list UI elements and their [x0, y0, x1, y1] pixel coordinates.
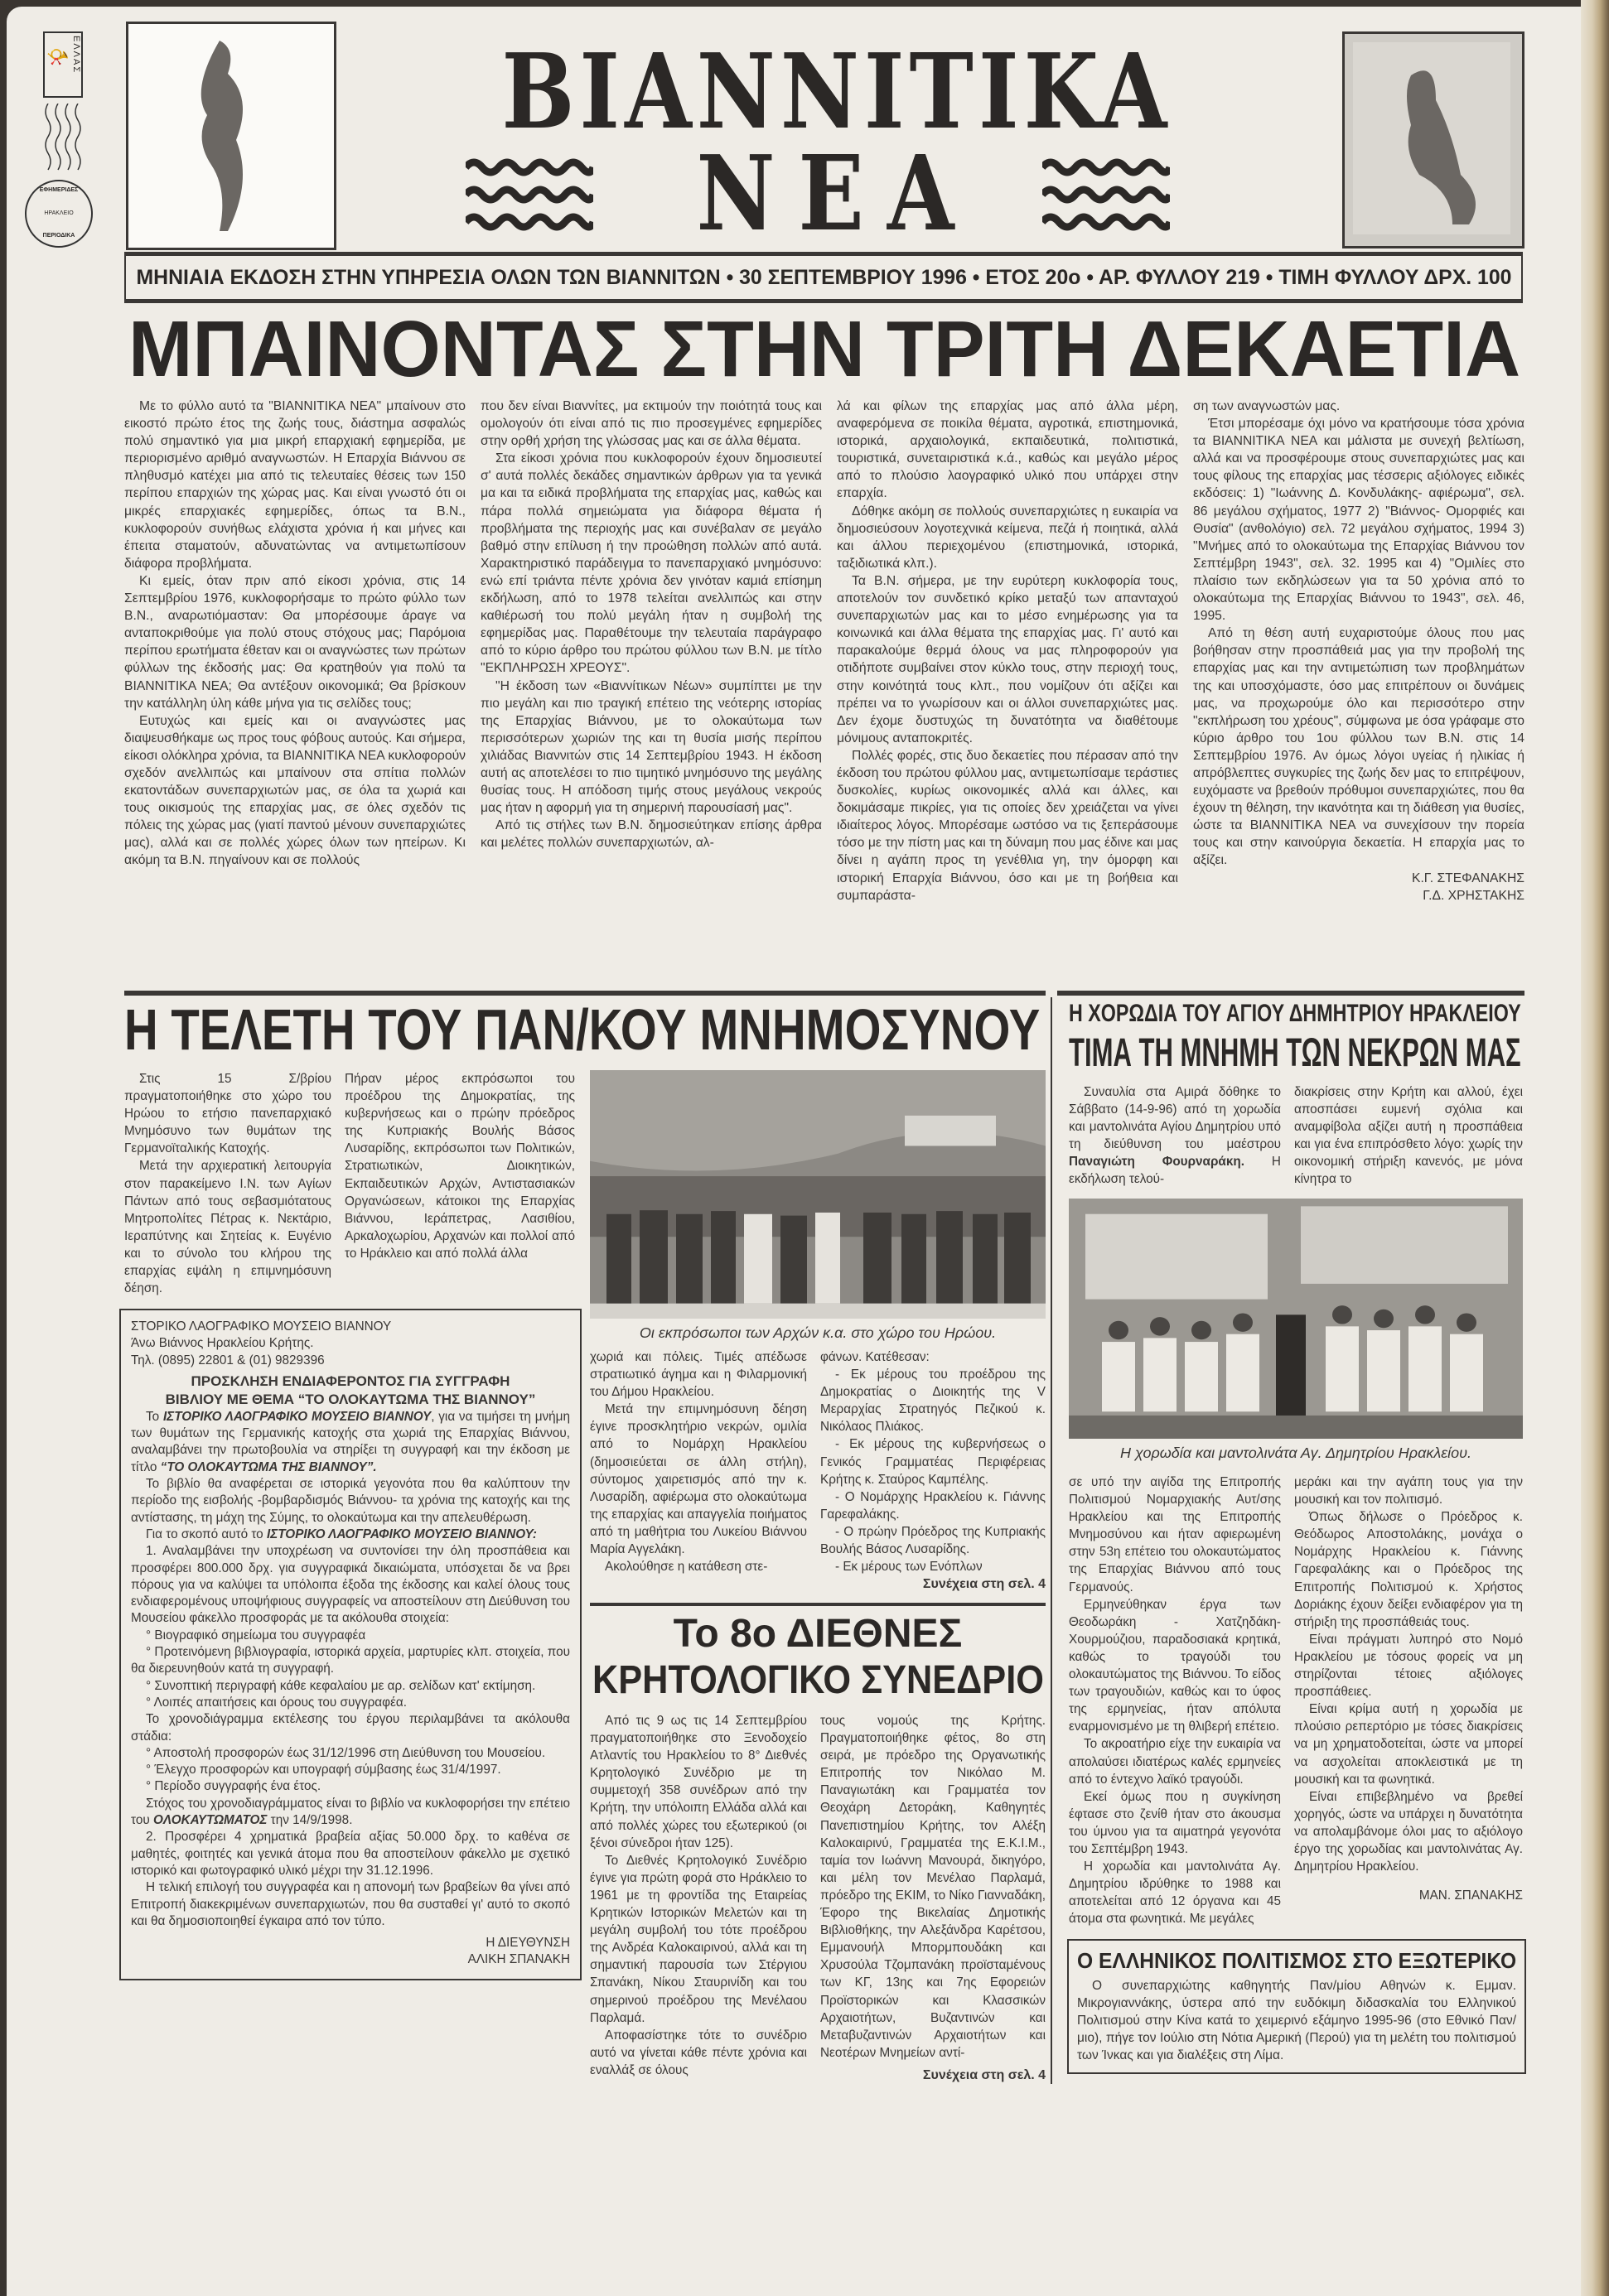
notice-paragraph: 2. Προσφέρει 4 χρηματικά βραβεία αξίας 50.000 δρχ. το καθένα σε μαθητές, φοιτητές και γενικά άτομα που θα αποστείλουν φάκελλο με σχετικό ιστορικό και φωτογραφικό υλικό μέχρι την 31.12.1996.: [131, 1830, 570, 1878]
dateline-text: ΜΗΝΙΑΙΑ ΕΚΔΟΣΗ ΣΤΗΝ ΥΠΗΡΕΣΙΑ ΟΛΩΝ ΤΩΝ ΒΙΑΝΝΙΤΩΝ • 30 ΣΕΠΤΕΜΒΡΙΟΥ 1996 • ΕΤΟΣ 20ο • ΑΡ. ΦΥΛΛΟΥ 219 • ΤΙΜΗ ΦΥΛΛΟΥ ΔΡΧ. 100: [136, 265, 1511, 289]
notice-title-line-1: ΠΡΟΣΚΛΗΣΗ ΕΝΔΙΑΦΕΡΟΝΤΟΣ ΓΙΑ ΣΥΓΓΡΑΦΗ: [191, 1372, 510, 1389]
memorial-photo: [590, 1070, 1046, 1319]
lead-paragraph: "Η έκδοση των «Βιαννίτικων Νέων» συμπίπτει με την πιο μεγάλη και πιο τραγική επέτειο της νεότερης ιστορίας της Επαρχίας Βιάννου, με το ολοκαύτωμα των περισσότερων χωριών της και τη θυσία μισής περίπου χιλιάδας Βιαννιτών στις 14 Σεπτεμβρίου 1943. Η έκδοση αυτή ας αποτελέσει το πιο τιμητικό μνημόσυνο της μεγάλης θυσίας τους. Η απόδοση τιμής στους μεγάλους νεκρούς μας ήταν η αφορμή για τη σημερινή παρουσίασή μας".: [481, 678, 822, 816]
lead-headline-wrap: [124, 305, 1524, 393]
notice-signature: ΑΛΙΚΗ ΣΠΑΝΑΚΗ: [467, 1952, 570, 1967]
choir-photo-caption: Η χορωδία και μαντολινάτα Αγ. Δημητρίου Ηρακλείου.: [1119, 1445, 1472, 1461]
congress-paragraph: Το Διεθνές Κρητολογικό Συνέδριο έγινε για πρώτη φορά στο Ηράκλειο το 1961 με τη φροντίδα της Εταιρείας Κρητικών Ιστορικών Μελετών και τη μεγάλη συμβολή του τότε προέδρου της Ανδρέα Καλοκαιρινού, αλλά και τη σημαντική παρουσία των Στέργιου Σπανάκη, Νίκου Σταυρινίδη και του σημερινού προέδρου της Μενέλαου Παρλαμά.: [590, 1853, 807, 2025]
congress-headline: [590, 1611, 1046, 1704]
postmark-bottom-text: ΠΕΡΙΟΔΙΚΑ: [42, 233, 75, 239]
lead-paragraph: Έτσι μπορέσαμε όχι μόνο να κρατήσουμε τόσα χρόνια τα ΒΙΑΝΝΙΤΙΚΑ ΝΕΑ και μάλιστα με συνεχή βελτίωση, αλλά και να προσφέρουμε στους συνεπαρχιώτες μας και τους φίλους της επαρχίας μας τέσσερις αξιόλογες ειδικές εκδόσεις: 1) "Ιωάννης Δ. Κονδυλάκης- αφιέρωμα", σελ. 86 μεγάλου σχήματος, 1977 2) "Βιάννος- Ομορφιές και Θυσία" (ανθολόγιο) σελ. 72 μεγάλου σχήματος, 1994 3) "Μνήμες από το ολοκαύτωμα της Επαρχίας Βιάννου τον Σεπτέμβρη 1943", σελ. 32. 1995 και 4) "Ομιλίες στο πλαίσιο των εκδηλώσεων για τα 50 χρόνια από το ολοκαύτωμα της Επαρχίας Βιάννου το 1943", σελ. 46, 1995.: [1193, 417, 1524, 624]
choir-column-2: [1294, 1474, 1523, 1904]
memorial-paragraph: - Εκ μέρους της κυβερνήσεως ο Γενικός Γραμματέας Περιφέρειας Κρήτης κ. Σταύρος Καμπέλης.: [820, 1437, 1046, 1487]
choir-photo: [1069, 1199, 1523, 1439]
wave-ornament-right-icon: [1042, 157, 1170, 232]
lead-paragraph: ση των αναγνωστών μας.: [1193, 399, 1341, 413]
choir-paragraph: Η χορωδία και μαντολινάτα Αγ. Δημητρίου ιδρύθηκε το 1988 και αποτελείται από 12 όργανα και 45 άτομα στα φωνητικά. Με μεγάλες: [1069, 1859, 1281, 1927]
choir-paragraph: Είναι κρίμα αυτή η χορωδία με πλούσιο ρεπερτόριο με τόσες διακρίσεις να μη χρηματοδοτείται, ώστε να μπορεί να ασχολείται αποκλειστικά με τη μουσική και τα φωνητικά.: [1294, 1702, 1523, 1787]
congress-paragraph: Από τις 9 ως τις 14 Σεπτεμβρίου πραγματοποιήθηκε στο Ξενοδοχείο Ατλαντίς του Ηρακλείου το 8° Διεθνές Κρητολογικό Συνέδριο με τη συμμετοχή 358 συνέδρων από την Κρήτη, την υπόλοιπη Ελλάδα αλλά και από πολλές χώρες του εξωτερικού (οι ξένοι σύνεδροι ήταν 125).: [590, 1714, 807, 1850]
memorial-column-1: [124, 1070, 331, 1297]
choir-kicker: Η ΧΟΡΩΔΙΑ ΤΟΥ ΑΓΙΟΥ ΔΗΜΗΤΡΙΟΥ ΗΡΑΚΛΕΙΟΥ: [1069, 1000, 1521, 1027]
lead-paragraph: που δεν είναι Βιαννίτες, μα εκτιμούν την ποιότητά τους και ομολογούν ότι είναι από τις πιο προσεγμένες εφημερίδες στην ορθή χρήση της γλώσσας μας και σε άλλα θέματα.: [481, 399, 822, 449]
notice-bullet: ° Αποστολή προσφορών έως 31/12/1996 στη Διεύθυνση του Μουσείου.: [146, 1745, 546, 1760]
notice-bullet: ° Έλεγχο προσφορών και υπογραφή σύμβασης έως 31/4/1997.: [146, 1763, 501, 1777]
continued-link[interactable]: Συνέχεια στη σελ. 4: [922, 2067, 1046, 2082]
continued-link[interactable]: Συνέχεια στη σελ. 4: [922, 1577, 1046, 1592]
notice-text: την 14/9/1998.: [267, 1813, 353, 1828]
memorial-paragraph: Πήραν μέρος εκπρόσωποι του προέδρου της Δημοκρατίας, της κυβερνήσεως και ο πρώην πρόεδρος της Κυπριακής Βουλής Βάσος Λυσαρίδης, εκπρόσωποι των Πολιτικών, Στρατιωτικών, Διοικητικών, Εκπαιδευτικών Αρχών, Αντιστασιακών Οργανώσεων, κάτοικοι της Επαρχίας Βιάννου, Ιεράπετρας, Λασιθίου, Αρκαλοχωρίου, Αρχανών και πολλοί από το Ηράκλειο και από πολλά άλλα: [345, 1072, 575, 1261]
lead-article-column-3: [837, 398, 1178, 904]
congress-column-2: [820, 1712, 1046, 2084]
museum-name: ΣΤΟΡΙΚΟ ΛΑΟΓΡΑΦΙΚΟ ΜΟΥΣΕΙΟ ΒΙΑΝΝΟΥ: [131, 1319, 392, 1334]
author-signature: Γ.Δ. ΧΡΗΣΤΑΚΗΣ: [1423, 888, 1524, 903]
notice-paragraph: 1. Αναλαμβάνει την υποχρέωση να συντονίσει την όλη προσπάθεια και προσφέρει 800.000 δρχ. για συγγραφικά δικαιώματα, υπόσχεται δε να βρει πόρους για να καλύψει τα υπόλοιπα έξοδα της έκδοσης και καλεί όλους τους ενδιαφερομένους υποψήφιους συγγραφείς να αποστείλουν στη Διεύθυνση του Μουσείου φάκελλο προσφοράς με τα ακόλουθα στοιχεία:: [131, 1544, 570, 1626]
culture-headline: Ο ΕΛΛΗΝΙΚΟΣ ΠΟΛΙΤΙΣΜΟΣ ΣΤΟ ΕΞΩΤΕΡΙΚΟ: [1076, 1948, 1517, 1973]
book-title-emphasis: “ΤΟ ΟΛΟΚΑΥΤΩΜΑ ΤΗΣ ΒΙΑΝΝΟΥ”.: [160, 1459, 377, 1474]
choir-paragraph: Εκεί όμως που η συγκίνηση έφτασε στο ζενίθ ήταν στο άκουσμα του ύμνου για τα αιματηρά γεγονότα του Σεπτέμβρη 1943.: [1069, 1789, 1281, 1856]
bull-leaper-figure-icon: [1345, 34, 1522, 246]
memorial-paragraph: φάνων. Κατέθεσαν:: [820, 1350, 930, 1364]
memorial-paragraph: - Εκ μέρους των Ενόπλων: [835, 1560, 983, 1575]
author-signature: Κ.Γ. ΣΤΕΦΑΝΑΚΗΣ: [1411, 871, 1524, 885]
section-divider: [124, 991, 1046, 996]
postmark-top-text: ΕΦΗΜΕΡΙΔΕΣ: [39, 187, 79, 193]
postmark-center-text: ΗΡΑΚΛΕΙΟ: [44, 210, 74, 216]
postmark-stamp: [25, 180, 93, 248]
choir-text: Η εκδήλωση τελού-: [1069, 1155, 1281, 1187]
notice-text: Για το σκοπό αυτό το: [146, 1527, 267, 1541]
notice-title-line-2: ΒΙΒΛΙΟΥ ΜΕ ΘΕΜΑ “ΤΟ ΟΛΟΚΑΥΤΩΜΑ ΤΗΣ ΒΙΑΝΝΟΥ”: [165, 1391, 536, 1407]
crowd-photo-icon: [590, 1070, 1046, 1319]
memorial-headline-wrap: [124, 997, 1046, 1062]
cancellation-waves-icon: [41, 104, 83, 174]
dateline-bar: [124, 252, 1523, 303]
choir-group-photo-icon: [1069, 1199, 1523, 1439]
choir-paragraph: Είναι επιβεβλημένο να βρεθεί χορηγός, ώστε να υπάρχει η δυνατότητα να απολαμβάνομε όλοι μας το αξιόλογο έργο της χορωδίας και μαντολινάτας Αγ. Δημητρίου Ηρακλείου.: [1294, 1789, 1523, 1874]
page-edge: [1581, 0, 1609, 2296]
choir-column-1: [1069, 1474, 1281, 1927]
column-divider: [1051, 997, 1052, 2084]
choir-paragraph: διακρίσεις στην Κρήτη και αλλού, έχει αποσπάσει ευμενή σχόλια και αναμφίβολα αξίζει αυτή η προσπάθεια και για ένα επιπρόσθετο λόγο: χωρίς την οικονομική στήριξη κανενός, με μόνα κίνητρα το: [1294, 1085, 1523, 1187]
lead-article-column-4: [1193, 398, 1524, 904]
section-divider: [1057, 991, 1524, 996]
lead-paragraph: Στα είκοσι χρόνια που κυκλοφορούν έχουν δημοσιευτεί σ' αυτά πολλές δεκάδες σημαντικών άρθρων για τα γενικά μα και τα ειδικά προβλήματα της επαρχίας μας, καθώς και πάρα πολλά σημειώματα για διάφορα θέματα ή προβλήματα της περιοχής μας και συνέβαλαν σε μεγάλο βαθμό στην επίλυση ή την προώθηση πολλών από αυτά. Χαρακτηριστικό παράδειγμα το πανεπαρχιακό μνημόσυνο: ενώ επί τριάντα πέντε χρόνια δεν γινόταν καμιά επίσημη εκδήλωση, από το 1978 τελείται ανελλιπώς και στην καθιέρωσή του πολύ μεγάλη ήταν η συμβολή της εφημερίδας μας. Παραθέτουμε την τελευταία παράγραφο από το κύριο άρθρο του πρώτου φύλλου των Β.Ν. με τίτλο "ΕΚΠΛΗΡΩΣΗ ΧΡΕΟΥΣ".: [481, 451, 822, 676]
choir-text: Συναυλία στα Αμιρά δόθηκε το Σάββατο (14-9-96) από τη χορωδία και μαντολινάτα Αγίου Δημητρίου υπό τη διεύθυνση του μαέστρου: [1069, 1085, 1281, 1152]
lead-paragraph: Δόθηκε ακόμη σε πολλούς συνεπαρχιώτες η ευκαιρία να δημοσιεύσουν λογοτεχνικά κείμενα, πεζά ή ποιητικά, αλλά και άλλου περιεχομένου (επιστημονικά, ιστορικά, ταξιδιωτικά κλπ.).: [837, 504, 1178, 571]
choir-paragraph: Ερμηνεύθηκαν έργα των Θεοδωράκη - Χατζηδάκη-Χουρμούζιου, παραδοσιακά κρητικά, καθώς το τραγούδι του ολοκαυτώματος της Βιάννου. Το είδος των τραγουδιών, καθώς και το ύφος της ερμηνείας, ήταν απόλυτα εναρμονισμένο με τη θλιβερή επέτειο.: [1069, 1597, 1281, 1734]
memorial-photo-caption: Οι εκπρόσωποι των Αρχών κ.α. στο χώρο του Ηρώου.: [639, 1324, 997, 1341]
congress-headline-line-1: Το 8ο ΔΙΕΘΝΕΣ: [673, 1612, 963, 1656]
choir-headline: ΤΙΜΑ ΤΗ ΜΝΗΜΗ ΤΩΝ ΝΕΚΡΩΝ ΜΑΣ: [1069, 1031, 1521, 1075]
culture-paragraph: Ο συνεπαρχιώτης καθηγητής Παν/μίου Αθηνών κ. Εμμαν. Μικρογιαννάκης, ύστερα από την ευδόκιμη διδασκαλία του Ελληνικού Πολιτισμού στην Κίνα κατά το χειμερινό εξάμηνο 1995-96 (στο Εθνικό Παν/μιο), πήγε τον Ιούλιο στη Νότια Αμερική (Περού) για τη μελέτη του πολιτισμού των Ίνκας και για διαλέξεις στη Λίμα.: [1077, 1979, 1516, 2062]
lead-paragraph: Από τη θέση αυτή ευχαριστούμε όλους που μας βοήθησαν στην προσπάθειά μας για την προβολή της επαρχίας μας και την αντιμετώπιση των προβλημάτων της και υποσχόμαστε, όσο μας επιτρέπουν οι δυνάμεις μας, να προχωρούμε όλο και περισσότερο στην "εκπλήρωση του χρέους", σύμφωνα με όσα γράφαμε στο κύριο άρθρο του 1ου φύλλου των Β.Ν. στις 14 Σεπτεμβρίου 1976. Αν όμως λόγοι υγείας ή ηλικίας ή απρόβλεπτες συγκυρίες της ζωής δεν μας το επιτρέψουν, ευχόμαστε να βρεθούν πρόθυμοι συνεπαρχιώτες, που θα έχουν τη θέληση, την ικανότητα και τη διάθεση για θυσίες, ώστε τα ΒΙΑΝΝΙΤΙΚΑ ΝΕΑ να συνεχίσουν την πορεία τους και στην καινούργια δεκαετία. Η επαρχία μας το αξίζει.: [1193, 626, 1524, 868]
notice-bullet: ° Συνοπτική περιγραφή κάθε κεφαλαίου με αρ. σελίδων κατ' εκτίμηση.: [146, 1678, 536, 1693]
museum-notice-box: [119, 1309, 582, 1980]
notice-paragraph: Το χρονοδιάγραμμα εκτέλεσης του έργου περιλαμβάνει τα ακόλουθα στάδια:: [131, 1712, 570, 1744]
museum-phone: Τηλ. (0895) 22801 & (01) 9829396: [131, 1353, 325, 1367]
section-divider: [590, 1603, 1046, 1606]
lead-paragraph: Με το φύλλο αυτό τα "ΒΙΑΝΝΙΤΙΚΑ ΝΕΑ" μπαίνουν στο εικοστό πρώτο έτος της ζωής τους, διάστημα ασφαλώς πολύ σημαντικό για μια μικρή επαρχιακή εφημερίδα, με περιορισμένο αριθμό αναγνωστών. Η Επαρχία Βιάννου σε πληθυσμό κατέχει μια από τις τελευταίες θέσεις των 150 περίπου επαρχιών της χώρας μας. Και είναι γνωστό ότι οι μικρές επαρχιακές εφημερίδες, όπως τα Β.Ν., κυκλοφορούν συνήθως ελάχιστα χρόνια ή και μήνες και έπειτα σταματούν, αδυνατώντας να αντιμετωπίσουν διάφορα προβλήματα.: [124, 399, 466, 571]
lead-paragraph: Πολλές φορές, στις δυο δεκαετίες που πέρασαν από την έκδοση του πρώτου φύλλου μας, αντιμετωπίσαμε τεράστιες δυσκολίες, κυρίως οικονομικές αλλά και άλλες, και δοκιμάσαμε πικρίες, για τις οποίες δεν χρειάζεται να γίνει ιδιαίτερος λόγος. Μπορέσαμε ωστόσο να τις ξεπεράσουμε τόσο με την πίστη μας και τη δύναμη που μας έδινε και μας δίνει η αγάπη προς τη γενέθλια γη, την όμορφη και ιστορική Επαρχία Βιάννου, όσο και με τη βοήθεια και συμπαράστα-: [837, 748, 1178, 903]
notice-bullet: ° Βιογραφικό σημείωμα του συγγραφέα: [146, 1628, 366, 1642]
congress-paragraph: τους νομούς της Κρήτης. Πραγματοποιήθηκε φέτος, 8ο στη σειρά, με πρόεδρο της Οργανωτικής Επιτροπής τον Νικόλαο Μ. Παναγιωτάκη και Γραμματέα τον Θεοχάρη Δετοράκη, Καθηγητές Πανεπιστημίου Κρήτης, τον Αλέξη Καλοκαιρινύ, Γραμματέα της Ε.Κ.Ι.Μ., ταμία τον Ιωάννη Μανουρά, δικηγόρο, και μέλη τον Μενέλαο Παρλαμά, πρόεδρο της ΕΚΙΜ, το Νίκο Γιανναδάκη, Έφορο της Βικελαίας Δημοτικής Βιβλιοθήκης, την Αλεξάνδρα Καρέτσου, Εμμανουήλ Μπορμπουδάκη και Χρυσούλα Τζομπανάκη προϊσταμένους των ΚΓ, 13ης και 7ης Εφορειών Προϊστορικών και Κλασσικών Αρχαιοτήτων, Βυζαντινών και Μεταβυζαντινών Αρχαιοτήτων και Νεοτέρων Μνημείων αντί-: [820, 1714, 1046, 2060]
congress-headline-line-2: ΚΡΗΤΟΛΟΓΙΚΟ ΣΥΝΕΔΡΙΟ: [592, 1658, 1044, 1702]
memorial-paragraph: Μετά την επιμνημόσυνη δέηση έγινε προσκλητήριο νεκρών, ομιλία από το Νομάρχη Ηρακλείου (δημοσιεύεται σε άλλη στήλη), σύντομος χαιρετισμός από την κ. Λυσαρίδη, αφιέρωμα στο ολοκαύτωμα της επαρχίας και απαγγελία ποιήματος από τη μαθήτρια του Λυκείου Βιάννου Μαρία Αγγελάκη.: [590, 1402, 807, 1557]
choir-intro-column-1: [1069, 1083, 1281, 1189]
newspaper-subtitle: NEA: [696, 132, 978, 255]
choir-headline-wrap: [1069, 1030, 1523, 1077]
choir-paragraph: Όπως δήλωσε ο Πρόεδρος κ. Θεόδωρος Αποστολάκης, μονάχα ο Νομάρχης Ηρακλείου κ. Γιάννης Γαρεφαλάκης και ο Πρόεδρος της Επιτροπής Πολιτισμού κ. Χρήστος Δοριάκης έχουν δείξει ενδιαφέρον για τη στήριξη της προσπάθειάς τους.: [1294, 1510, 1523, 1629]
memorial-column-4: [820, 1348, 1046, 1593]
choir-paragraph: Είναι πράγματι λυπηρό στο Νομό Ηρακλείου με τόσους φορείς να μη στηρίζονται τέτοιες αξιόλογες προσπάθειες.: [1294, 1632, 1523, 1700]
culture-body: [1069, 1974, 1524, 2072]
lead-article-column-2: [481, 398, 822, 851]
memorial-paragraph: - Εκ μέρους του προέδρου της Δημοκρατίας ο Διοικητής της V Μεραρχίας Στρατηγός Πεζικού κ. Νικόλαος Πλιάκος.: [820, 1367, 1046, 1435]
lead-paragraph: Από τις στήλες των Β.Ν. δημοσιεύτηκαν επίσης άρθρα και μελέτες πολλών συνεπαρχιωτών, αλ-: [481, 818, 822, 851]
memorial-paragraph: χωριά και πόλεις. Τιμές απέδωσε στρατιωτικό άγημα και η Φιλαρμονική του Δήμου Ηρακλείου.: [590, 1350, 807, 1400]
choir-paragraph: μεράκι και την αγάπη τους για την μουσική και τον πολιτισμό.: [1294, 1475, 1523, 1507]
post-horn-icon: 📯: [46, 46, 70, 67]
choir-paragraph: Το ακροατήριο είχε την ευκαιρία να απολαύσει ιδιατέρως καλές ερμηνείες από το έντεχνο λαϊκό τραγούδι.: [1069, 1737, 1281, 1787]
lead-paragraph: Ευτυχώς και εμείς και οι αναγνώστες μας διαψευσθήκαμε ως προς τους φόβους αυτούς. Και σήμερα, είκοσι ολόκληρα χρόνια, τα ΒΙΑΝΝΙΤΙΚΑ ΝΕΑ κυκλοφορούν σχεδόν ανελλιπώς και μπαίνουν στα σπίτια πολλών εκατοντάδων συνεπαρχιωτών μας, σε όλα τα χωριά και τους οικισμούς της επαρχίας μας, σε όλες σχεδόν τις πόλεις της χώρας μας (γιατί παντού μένουν συνεπαρχιώτες μας), αλλά και σε πολλές χώρες όλων των ηπείρων. Κι ακόμη τα Β.Ν. πηγαίνουν και σε πολλούς: [124, 713, 466, 868]
notice-text: Το: [146, 1409, 163, 1424]
congress-column-1: [590, 1712, 807, 2079]
memorial-paragraph: Στις 15 Σ/βρίου πραγματοποιήθηκε στο χώρο του Ηρώου το ετήσιο πανεπαρχιακό Μνημόσυνο των θυμάτων της Γερμανοϊταλικής Κατοχής.: [124, 1072, 331, 1156]
lead-paragraph: λά και φίλων της επαρχίας μας από άλλα μέρη, αναφερόμενα σε ποικίλα θέματα, αγροτικά, επιστημονικά, ιστορικά, αρχαιολογικά, εκπαιδευτικά, πολιτιστικά, τουριστικά, συνεταιριστικά κ.ά., καθώς και μεγάλο μέρος από το πλούσιο λαογραφικό υλικό που υπάρχει στην επαρχία.: [837, 399, 1178, 501]
museum-notice-content: [121, 1310, 580, 1979]
notice-bullet: ° Λοιπές απαιτήσεις και όρους του συγγραφέα.: [146, 1695, 407, 1710]
choir-paragraph: σε υπό την αιγίδα της Επιτροπής Πολιτισμού Νομαρχιακής Αυτ/σης Ηρακλείου και της Επιτροπής Μνημοσύνου και ήταν αφιερωμένη στην 53η επέτειο του ολοκαυτώματος της Επαρχίας Βιάννου από τους Γερμανούς.: [1069, 1475, 1281, 1594]
lead-paragraph: Κι εμείς, όταν πριν από είκοσι χρόνια, στις 14 Σεπτεμβρίου 1976, κυκλοφορήσαμε το πρώτο φύλλο των Β.Ν., αναρωτιόμασταν: Θα μπορέσουμε άραγε να ανταποκριθούμε για πολύ στους στόχους μας; Παρόμοια περίπου ερωτήματα έθεταν και οι αναγνώστες των πρώτων φύλλων της έκδοσής μας: Θα κρατηθούν για πολύ τα ΒΙΑΝΝΙΤΙΚΑ ΝΕΑ; Θα αντέξουν οικονομικά; Θα βρίσκουν την κατάλληλη ύλη κάθε μήνα για τις σελίδες τους;: [124, 573, 466, 711]
notice-text: , για να τιμήσει τη μνήμη των θυμάτων της Γερμανικής κατοχής στα χωριά της Επαρχίας Βιάννου, αναλαμβάνει την πρωτοβουλία να στηρίξει τη συγγραφή και την έκδοση με τίτλο: [131, 1409, 570, 1474]
maestro-name: Παναγιώτη Φουρναράκη.: [1069, 1155, 1244, 1170]
masthead-right-figure: [1342, 31, 1524, 248]
choir-intro-column-2: [1294, 1083, 1523, 1189]
notice-paragraph: Το βιβλίο θα αναφέρεται σε ιστορικά γεγονότα που θα καλύπτουν την περίοδο της εισβολής -βομβαρδισμός Βιάννου- τα χρόνια της κατοχής και της αντίστασης, τη μάχη της Σύμης, το ολοκαύτωμα και την απελευθέρωση.: [131, 1477, 570, 1525]
notice-text: Στόχος του χρονοδιαγράμματος είναι το βιβλίο να κυκλοφορήσει την επέτειο του: [131, 1796, 570, 1828]
lead-article-column-1: [124, 398, 466, 870]
dancing-figure-icon: [128, 24, 334, 248]
memorial-paragraph: Μετά την αρχιερατική λειτουργία στον παρακείμενο Ι.Ν. των Αγίων Πάντων από τους σεβασμιότατους Μητροπολίτες Πέτρας κ. Νεκτάριο, Ιεραπύτνης και Σητείας κ. Ευγένιο και το σύνολο του κλήρου της επαρχίας εψάλη η επιμνημόσυνη δέηση.: [124, 1159, 331, 1296]
choir-kicker-wrap: [1069, 999, 1523, 1029]
holocaust-emphasis: ΟΛΟΚΑΥΤΩΜΑΤΟΣ: [152, 1813, 268, 1828]
notice-signature: Η ΔΙΕΥΘΥΝΣΗ: [486, 1936, 570, 1951]
memorial-paragraph: - Ο πρώην Πρόεδρος της Κυπριακής Βουλής Βάσος Λυσαρίδης.: [820, 1524, 1046, 1557]
museum-name-emphasis: ΙΣΤΟΡΙΚΟ ΛΑΟΓΡΑΦΙΚΟ ΜΟΥΣΕΙΟ ΒΙΑΝΝΟΥ:: [266, 1527, 537, 1541]
stamp-country: ΕΛΛΑΣ: [71, 36, 81, 75]
memorial-paragraph: - Ο Νομάρχης Ηρακλείου κ. Γιάννης Γαρεφαλάκης.: [820, 1489, 1046, 1522]
museum-address: Άνω Βιάννος Ηρακλείου Κρήτης.: [131, 1336, 314, 1351]
newspaper-title: BIANNITIKA: [501, 30, 1172, 153]
culture-headline-wrap: [1069, 1941, 1524, 1974]
lead-paragraph: Τα Β.Ν. σήμερα, με την ευρύτερη κυκλοφορία τους, αποτελούν τον συνδετικό κρίκο μεταξύ των απανταχού συνεπαρχιωτών μας και το μέσο ενημέρωσης για τα κοινωνικά και άλλα θέματα της επαρχίας μας. Γι' αυτό και παρακαλούμε θερμά όλους να μας πληροφορούν για οτιδήποτε συμβαίνει στον κύκλο τους, στην περιοχή τους, στην κοινότητά τους κλπ., που νομίζουν ότι αξίζει και πρέπει να το γνωρίσουν και οι άλλοι συνεπαρχιώτες μας. Δεν έχομε δυστυχώς τη δυνατότητα να διαθέτουμε μόνιμους ανταποκριτές.: [837, 573, 1178, 745]
memorial-column-3: [590, 1348, 807, 1575]
lead-headline: ΜΠΑΙΝΟΝΤΑΣ ΣΤΗΝ ΤΡΙΤΗ ΔΕΚΑΕΤΙΑ: [128, 305, 1521, 393]
memorial-column-2: [345, 1070, 575, 1262]
notice-bullet: ° Περίοδο συγγραφής ένα έτος.: [146, 1779, 321, 1794]
memorial-headline: Η ΤΕΛΕΤΗ ΤΟΥ ΠΑΝ/ΚΟΥ ΜΝΗΜΟΣΥΝΟΥ: [124, 997, 1041, 1062]
choir-signature: ΜΑΝ. ΣΠΑΝΑΚΗΣ: [1418, 1888, 1523, 1903]
notice-bullet: ° Προτεινόμενη βιβλιογραφία, ιστορικά αρχεία, μαρτυρίες κλπ. στοιχεία, που θα διερευνηθούν κατά τη συγγραφή.: [131, 1645, 570, 1676]
notice-paragraph: Η τελική επιλογή του συγγραφέα και η απονομή των βραβείων θα γίνει από Επιτροπή διακεκριμένων συνεπαρχιωτών, που θα συσταθεί γι' αυτό το σκοπό και θα δημοσιοποιηθεί έγκαιρα από τον τύπο.: [131, 1880, 570, 1928]
postage-stamp: [43, 31, 83, 98]
museum-name-emphasis: ΙΣΤΟΡΙΚΟ ΛΑΟΓΡΑΦΙΚΟ ΜΟΥΣΕΙΟ ΒΙΑΝΝΟΥ: [162, 1409, 432, 1424]
masthead-left-figure: [126, 22, 336, 250]
culture-box: [1067, 1939, 1526, 2074]
memorial-paragraph: Ακολούθησε η κατάθεση στε-: [605, 1560, 768, 1575]
wave-ornament-left-icon: [466, 157, 593, 232]
congress-paragraph: Αποφασίστηκε τότε το συνέδριο αυτό να γίνεται κάθε πέντε χρόνια και εναλλάξ σε όλους: [590, 2028, 807, 2077]
